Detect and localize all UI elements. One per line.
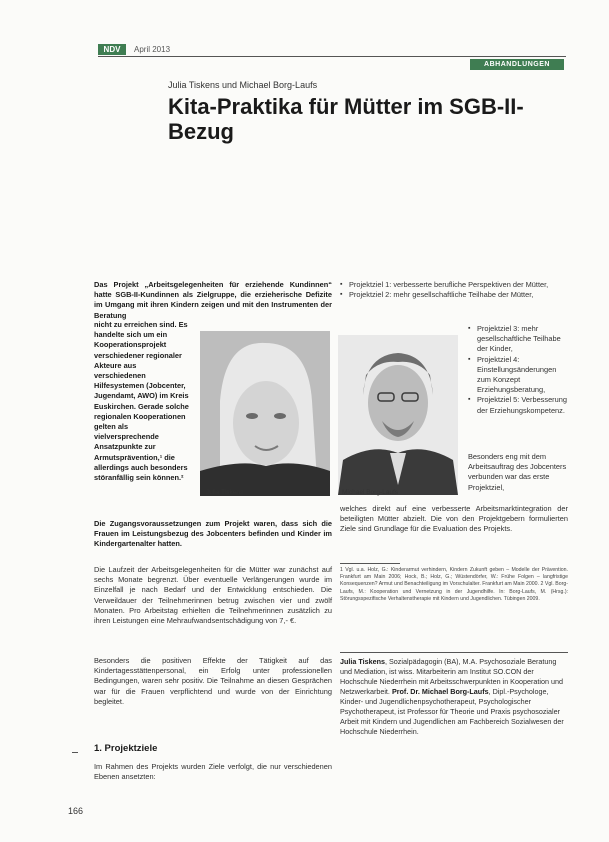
objective-item: ▪ Projektziel 3: mehr gesellschaftliche Teilhabe der Kinder, bbox=[468, 324, 568, 355]
footnote-rule bbox=[340, 563, 400, 564]
body-paragraph-effects: Besonders die positiven Effekte der Tätigkeit auf das Kindertagesstättenpersonal, ein Erfolg unter professionellen Bedingungen, waren sehr positiv. Die Teilnahme an diesen Gesprächen war für die Frauen verpflichtend und wurde von der Einrichtung begleitet. bbox=[94, 656, 332, 706]
photo-caption-borg-laufs: Michael Borg-Laufs bbox=[342, 489, 398, 496]
section-tag: ABHANDLUNGEN bbox=[470, 59, 564, 70]
issue-label: April 2013 bbox=[134, 45, 171, 54]
header-rule bbox=[98, 56, 566, 57]
author-photo-tiskens bbox=[200, 331, 330, 496]
body-paragraph-duration: Die Laufzeit der Arbeitsgelegenheiten für die Mütter war zunächst auf sechs Monate begrenzt. Über eventuelle Verlängerungen wurde im Einzelfall je nach Bedarf und der Entwicklung entschieden. Die Verweildauer der Teilnehmerinnen betrug zwischen vier und zwölf Monaten. Pro Arbeitstag erhielten die Teilnehmerinnen zusätzlich zu ihren Leistungen eine Mehraufwandsentschädigung von 7,- €. bbox=[94, 565, 332, 626]
objective-item: ▪ Projektziel 4: Einstellungsänderungen zum Konzept Erziehungsberatung, bbox=[468, 355, 568, 396]
page-number: 166 bbox=[68, 806, 84, 816]
bio-name-borg-laufs: Prof. Dr. Michael Borg-Laufs bbox=[391, 687, 489, 696]
article-title: Kita-Praktika für Mütter im SGB-II-Bezug bbox=[168, 94, 524, 144]
objective-item: ▪ Projektziel 2: mehr gesellschaftliche Teilhabe der Mütter, bbox=[340, 290, 568, 300]
bio-text-tiskens: , Sozialpädagogin (BA), M.A. Psychosoziale Beratung und Mediation, ist wiss. Mitarbeiterin am Institut SO.CON der Hochschule Niederrhein mit Arbeitsschwerpunkten in Kooperation und Netzwerkarbeit. bbox=[340, 657, 563, 696]
objectives-list-wide bbox=[340, 280, 568, 300]
photo-caption-tiskens: Julia Tiskens bbox=[206, 489, 244, 496]
section-heading-projektziele: 1. Projektziele bbox=[94, 743, 158, 754]
objectives-closing-narrow: Besonders eng mit dem Arbeitsauftrag des Jobcenters verbunden war das erste Projektziel, bbox=[468, 452, 567, 492]
author-bio bbox=[340, 657, 568, 737]
objective-item: ▪ Projektziel 1: verbesserte berufliche Perspektiven der Mütter, bbox=[340, 280, 568, 290]
intro-lead-narrow: nicht zu erreichen sind. Es handelte sich um ein Kooperationsprojekt verschiedener regionaler Akteure aus verschiedenen Hilfesystemen (Jobcenter, Jugendamt, AWO) im Kreis Euskirchen. Gerade solche regionalen Kooperationen gelten als vielversprechende Ansatzpunkte zur Armutsprävention,¹ die allerdings auch besonders störanfällig sein können.² bbox=[94, 320, 189, 483]
objective-item: ▪ Projektziel 5: Verbesserung der Erziehungskompetenz. bbox=[468, 395, 568, 415]
section-marker bbox=[72, 752, 78, 753]
article-authors: Julia Tiskens und Michael Borg-Laufs bbox=[168, 80, 318, 90]
journal-badge: NDV bbox=[98, 44, 126, 55]
intro-lead-top: Das Projekt „Arbeitsgelegenheiten für erziehende Kundinnen“ hatte SGB-II-Kundinnen als Zielgruppe, die erzieherische Defizite im Umgang mit ihren Kindern zeigen und mit den Instrumenten der Beratung bbox=[94, 280, 332, 320]
bio-text-borg-laufs: , Dipl.-Psychologe, Kinder- und Jugendlichenpsychotherapeut, Psychologischer Psychotherapeut, ist Professor für Theorie und Praxis psychosozialer Arbeit mit Kindern und Jugendlichen am Fachbereich Sozialwesen der Hochschule Niederrhein. bbox=[340, 687, 564, 736]
objectives-list-narrow bbox=[468, 324, 568, 416]
bio-name-tiskens: Julia Tiskens bbox=[340, 657, 386, 666]
body-paragraph-goals-intro: Im Rahmen des Projekts wurden Ziele verfolgt, die nur verschiedenen Ebenen ansetzten: bbox=[94, 762, 332, 782]
bio-rule bbox=[340, 652, 568, 653]
objectives-closing-wide: welches direkt auf eine verbesserte Arbeitsmarktintegration der beteiligten Mütter abzielt. Die von den Projektgebern formulierten Ziele sind Grundlage für die Evaluation des Projekts. bbox=[340, 504, 568, 534]
author-photo-borg-laufs bbox=[338, 335, 458, 495]
footnotes: 1 Vgl. u.a. Holz, G.: Kinderarmut verhindern, Kindern Zukunft geben – Modelle der Prävention. Frankfurt am Main 2006; Hock, B.; Holz, G.; Wüstendörfer, W.: Frühe Folgen – langfristige Konsequenzen? Armut und Benachteiligung im Vorschulalter. Frankfurt am Main 2000. 2 Vgl. Borg-Laufs, M.: Kooperation und Vernetzung in der Jugendhilfe. In: Borg-Laufs, M. (Hrsg.): Störungsspezifische Verhaltenstherapie mit Kindern und Jugendlichen. Tübingen 2009. bbox=[340, 567, 568, 602]
intro-lead-bottom: Die Zugangsvoraussetzungen zum Projekt waren, dass sich die Frauen im Leistungsbezug des Jobcenters befinden und Kinder im Kindergartenalter hatten. bbox=[94, 519, 332, 549]
